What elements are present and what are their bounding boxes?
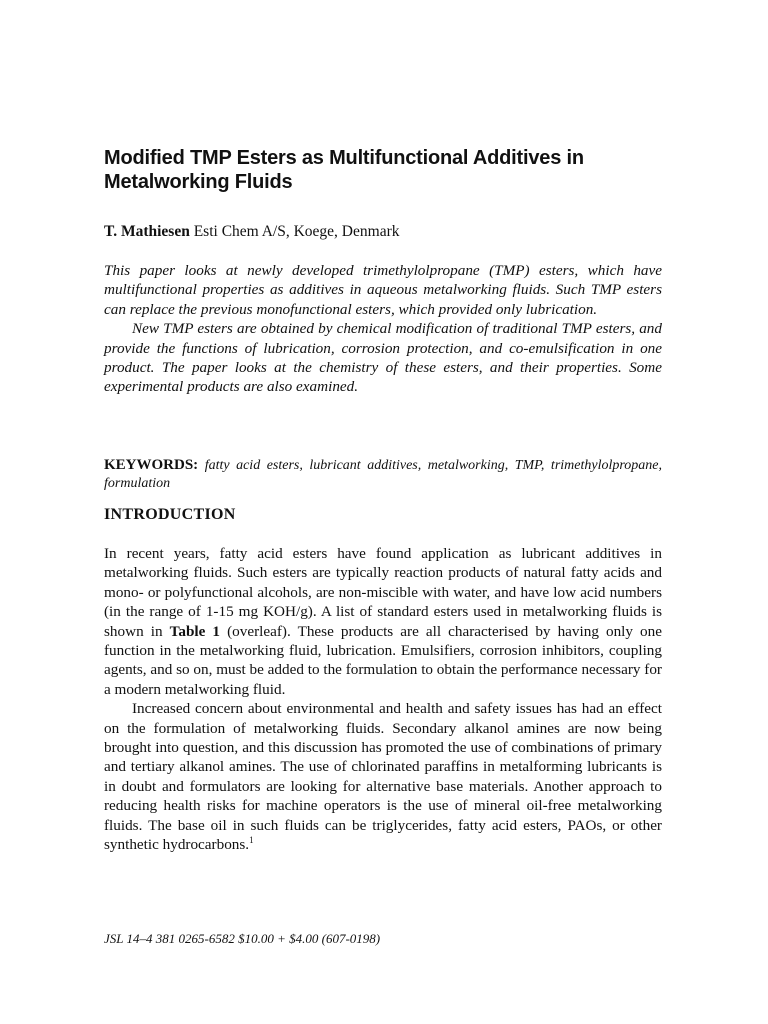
abstract bbox=[104, 261, 662, 397]
author-affiliation: Esti Chem A/S, Koege, Denmark bbox=[193, 223, 400, 240]
paper-title: Modified TMP Esters as Multifunctional Additives in Metalworking Fluids bbox=[104, 147, 584, 193]
author-name: T. Mathiesen bbox=[104, 223, 190, 240]
body-text-segment: In recent years, fatty acid esters have found application as lubricant additives in metalworking fluids. Such esters are typically reaction products of natural fatty acids and mono- or polyfunctional alcohols, are non-miscible with water, and have low acid numbers (in the range of 1-15 mg KOH/g). A list of standard esters used in metalworking fluids is shown in bbox=[104, 545, 662, 640]
abstract-paragraph: This paper looks at newly developed trimethylolpropane (TMP) esters, which have multifunctional properties as additives in aqueous metalworking fluids. Such TMP esters can replace the previous monofunctional esters, which provided only lubrication. bbox=[104, 262, 662, 318]
keywords bbox=[104, 456, 662, 493]
body-paragraph bbox=[104, 544, 662, 699]
introduction-body bbox=[104, 544, 662, 855]
journal-footer: JSL 14–4 381 0265-6582 $10.00 + $4.00 (607-0198) bbox=[104, 931, 381, 946]
keywords-label: KEYWORDS: bbox=[104, 457, 199, 473]
body-text-segment: Increased concern about environmental and health and safety issues has had an effect on the formulation of metalworking fluids. Secondary alkanol amines are now being brought into question, and this discussion has promoted the use of combinations of primary and tertiary alkanol amines. The use of chlorinated paraffins in metalforming lubricants is in doubt and formulators are looking for alternative base materials. Another approach to reducing health risks for machine operators is the use of mineral oil-free metalworking fluids. The base oil in such fluids can be triglycerides, fatty acid esters, PAOs, or other synthetic hydrocarbons. bbox=[104, 700, 662, 854]
keywords-text: fatty acid esters, lubricant additives, metalworking, TMP, trimethylolpropane, formulation bbox=[104, 458, 663, 491]
abstract-paragraph: New TMP esters are obtained by chemical modification of traditional TMP esters, and provide the functions of lubrication, corrosion protection, and co-emulsification in one product. The paper looks at the chemistry of these esters, and their properties. Some experimental products are also examined. bbox=[104, 320, 662, 396]
body-text-segment: (overleaf). These products are all characterised by having only one function in the metalworking fluid, lubrication. Emulsifiers, corrosion inhibitors, coupling agents, and so on, must be added to the formulation to obtain the performance necessary for a modern metalworking fluid. bbox=[104, 622, 662, 698]
footnote-reference: 1 bbox=[249, 835, 254, 846]
author-line bbox=[104, 222, 662, 242]
body-paragraph bbox=[104, 699, 662, 854]
section-heading-introduction: INTRODUCTION bbox=[104, 506, 236, 523]
table-reference: Table 1 bbox=[169, 622, 221, 640]
